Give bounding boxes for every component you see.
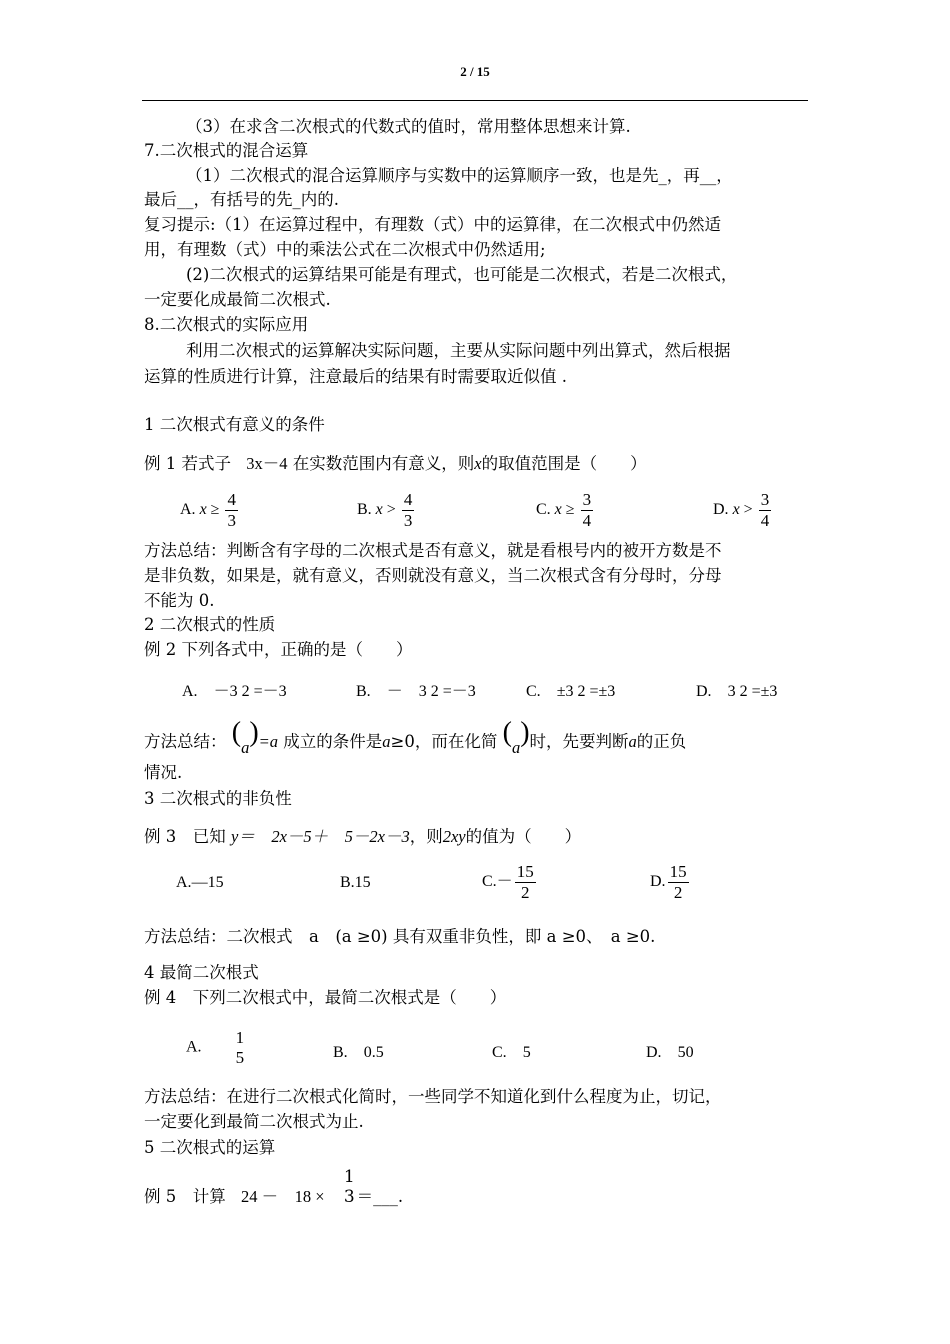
paren-open: ( (502, 717, 512, 748)
method-summary (144, 717, 687, 757)
numerator: 15 (669, 862, 687, 881)
denominator: 4 (582, 511, 592, 530)
paren-close: ) (249, 717, 259, 748)
option-b (356, 678, 476, 701)
option-label: A. (186, 1038, 218, 1056)
option-c (536, 490, 593, 531)
numerator: 3 (582, 490, 592, 509)
method-label: 方法总结： (144, 732, 227, 751)
numerator: 3 (760, 490, 770, 509)
fraction (515, 862, 536, 903)
method-text: 时，先要判断 (529, 732, 629, 751)
option-b (333, 1039, 384, 1062)
denominator: 3 (343, 1186, 355, 1207)
option-label: A. (180, 501, 200, 519)
option-value: 15 (354, 874, 371, 891)
variable: x (474, 454, 482, 473)
sign: － (496, 873, 513, 891)
fraction (759, 490, 772, 531)
denominator: 4 (760, 511, 770, 530)
option-label: C. (526, 683, 557, 700)
radicand: 3x－4 (246, 454, 288, 473)
option-label: C. (492, 1044, 523, 1061)
denominator: 2 (673, 883, 683, 902)
option-label: D. (713, 501, 733, 519)
method-summary: 方法总结：二次根式 a (a ≥0) 具有双重非负性，即 a ≥0、 a ≥0. (144, 927, 656, 946)
option-label: B. (357, 501, 376, 519)
method-text: 成立的条件是 (283, 732, 383, 751)
option-label: D. (650, 873, 666, 891)
numerator: 1 (235, 1028, 245, 1047)
topic-heading: 4 最简二次根式 (144, 963, 259, 982)
option-d (650, 862, 689, 903)
option-label: D. (646, 1044, 678, 1061)
option-c (526, 678, 615, 701)
method-summary: 方法总结：在进行二次根式化简时，一些同学不知道化到什么程度为止，切记， (144, 1087, 722, 1106)
section-heading: 8.二次根式的实际应用 (144, 315, 309, 334)
text-line: （3）在求含二次根式的代数式的值时，常用整体思想来计算. (186, 117, 631, 136)
option-a (182, 678, 287, 701)
option-value: 50 (677, 1044, 694, 1061)
equation: y＝ 2x－5＋ 5－2x－3 (231, 827, 410, 846)
text-line: 利用二次根式的运算解决实际问题，主要从实际问题中列出算式，然后根据 (186, 341, 731, 360)
method-text: 的正负 (636, 732, 687, 751)
variable: a (241, 738, 250, 757)
paren-open: ( (231, 717, 242, 748)
method-text: ≥0，而在化简 (390, 732, 498, 751)
fraction (668, 862, 689, 903)
method-summary: 情况. (144, 763, 183, 782)
variable: x (732, 501, 744, 519)
variable: x (375, 501, 387, 519)
variable: x (554, 501, 566, 519)
option-d (713, 490, 771, 531)
option-label: C. (482, 873, 497, 891)
fraction (342, 1167, 357, 1207)
variable: a (382, 732, 391, 751)
relation: > (743, 501, 753, 519)
example-3 (144, 826, 581, 848)
option-label: B. (356, 683, 387, 700)
numerator: 15 (516, 862, 534, 881)
equation: =a (258, 732, 279, 751)
relation: ≥ (565, 501, 575, 519)
option-label: A. (176, 874, 192, 891)
topic-heading: 1 二次根式有意义的条件 (144, 415, 325, 434)
paren-close: ) (520, 717, 530, 748)
expression: 2xy (442, 827, 466, 846)
option-d (696, 678, 777, 701)
text-line: 复习提示:（1）在运算过程中，有理数（式）中的运算律，在二次根式中仍然适 (144, 215, 722, 234)
expression: 24 － 18 × (241, 1187, 325, 1206)
variable: x (199, 501, 211, 519)
option-d (646, 1039, 694, 1062)
example-text: 在实数范围内有意义，则 (292, 454, 475, 473)
example-label: 例 3 已知 (144, 827, 226, 846)
method-summary: 方法总结：判断含有字母的二次根式是否有意义，就是看根号内的被开方数是不 (144, 541, 722, 560)
option-b (357, 490, 414, 531)
text-line: 一定要化成最简二次根式. (144, 290, 331, 309)
option-label: D. (696, 683, 728, 700)
example-label: 例 5 计算 (144, 1187, 226, 1206)
option-value: —15 (191, 874, 224, 891)
answer-blank: ＝___. (356, 1187, 404, 1206)
section-heading: 7.二次根式的混合运算 (144, 141, 309, 160)
example-label: 例 1 若式子 (144, 454, 231, 473)
relation: ≥ (210, 501, 220, 519)
option-value: 0.5 (363, 1044, 384, 1061)
fraction (581, 490, 594, 531)
denominator: 3 (227, 511, 236, 530)
relation: > (386, 501, 396, 519)
text-line: 最后__，有括号的先_内的. (144, 190, 339, 209)
fraction (402, 490, 415, 531)
option-c (492, 1039, 531, 1062)
denominator: 5 (235, 1048, 245, 1067)
numerator: 4 (227, 490, 236, 509)
text-line: 用，有理数（式）中的乘法公式在二次根式中仍然适用; (144, 240, 546, 259)
option-label: C. (536, 501, 555, 519)
example-text: ，则 (409, 827, 443, 846)
expression: －3 2 =－3 (213, 683, 287, 700)
option-value: 5 (522, 1044, 531, 1061)
option-c (482, 862, 536, 903)
fraction (234, 1028, 247, 1068)
topic-heading: 5 二次根式的运算 (144, 1138, 276, 1157)
example-1 (144, 453, 647, 475)
topic-heading: 3 二次根式的非负性 (144, 789, 292, 808)
denominator: 2 (520, 883, 530, 902)
method-summary: 是非负数，如果是，就有意义，否则就没有意义，当二次根式含有分母时，分母 (144, 566, 722, 585)
header-rule (142, 100, 808, 101)
variable: a (511, 738, 521, 757)
numerator: 4 (403, 490, 413, 509)
example-text: 的取值范围是（ ） (481, 454, 647, 473)
text-line: 运算的性质进行计算，注意最后的结果有时需要取近似值 . (144, 367, 567, 386)
method-summary: 不能为 0. (144, 591, 215, 610)
option-a (176, 874, 224, 892)
denominator: 3 (403, 511, 413, 530)
text-line: (2)二次根式的运算结果可能是有理式，也可能是二次根式，若是二次根式， (186, 265, 738, 284)
variable: a (628, 732, 637, 751)
fraction (225, 490, 238, 531)
page-number: 2 / 15 (460, 64, 490, 79)
text-line: （1）二次根式的混合运算顺序与实数中的运算顺序一致，也是先_，再__， (186, 166, 733, 185)
method-summary: 一定要化到最简二次根式为止. (144, 1112, 364, 1131)
option-label: B. (333, 1044, 364, 1061)
option-label: B. (340, 874, 355, 891)
expression: ±3 2 =±3 (556, 683, 616, 700)
numerator: 1 (343, 1166, 355, 1187)
topic-heading: 2 二次根式的性质 (144, 615, 276, 634)
example-4: 例 4 下列二次根式中，最简二次根式是（ ） (144, 988, 507, 1007)
example-2: 例 2 下列各式中，正确的是（ ） (144, 640, 413, 659)
expression: － 3 2 =－3 (386, 683, 476, 700)
option-label: A. (182, 683, 214, 700)
option-a (180, 490, 238, 531)
option-a (186, 1028, 246, 1068)
example-text: 的值为（ ） (465, 827, 582, 846)
example-5 (144, 1166, 404, 1208)
expression: 3 2 =±3 (727, 683, 778, 700)
option-b (340, 874, 371, 892)
